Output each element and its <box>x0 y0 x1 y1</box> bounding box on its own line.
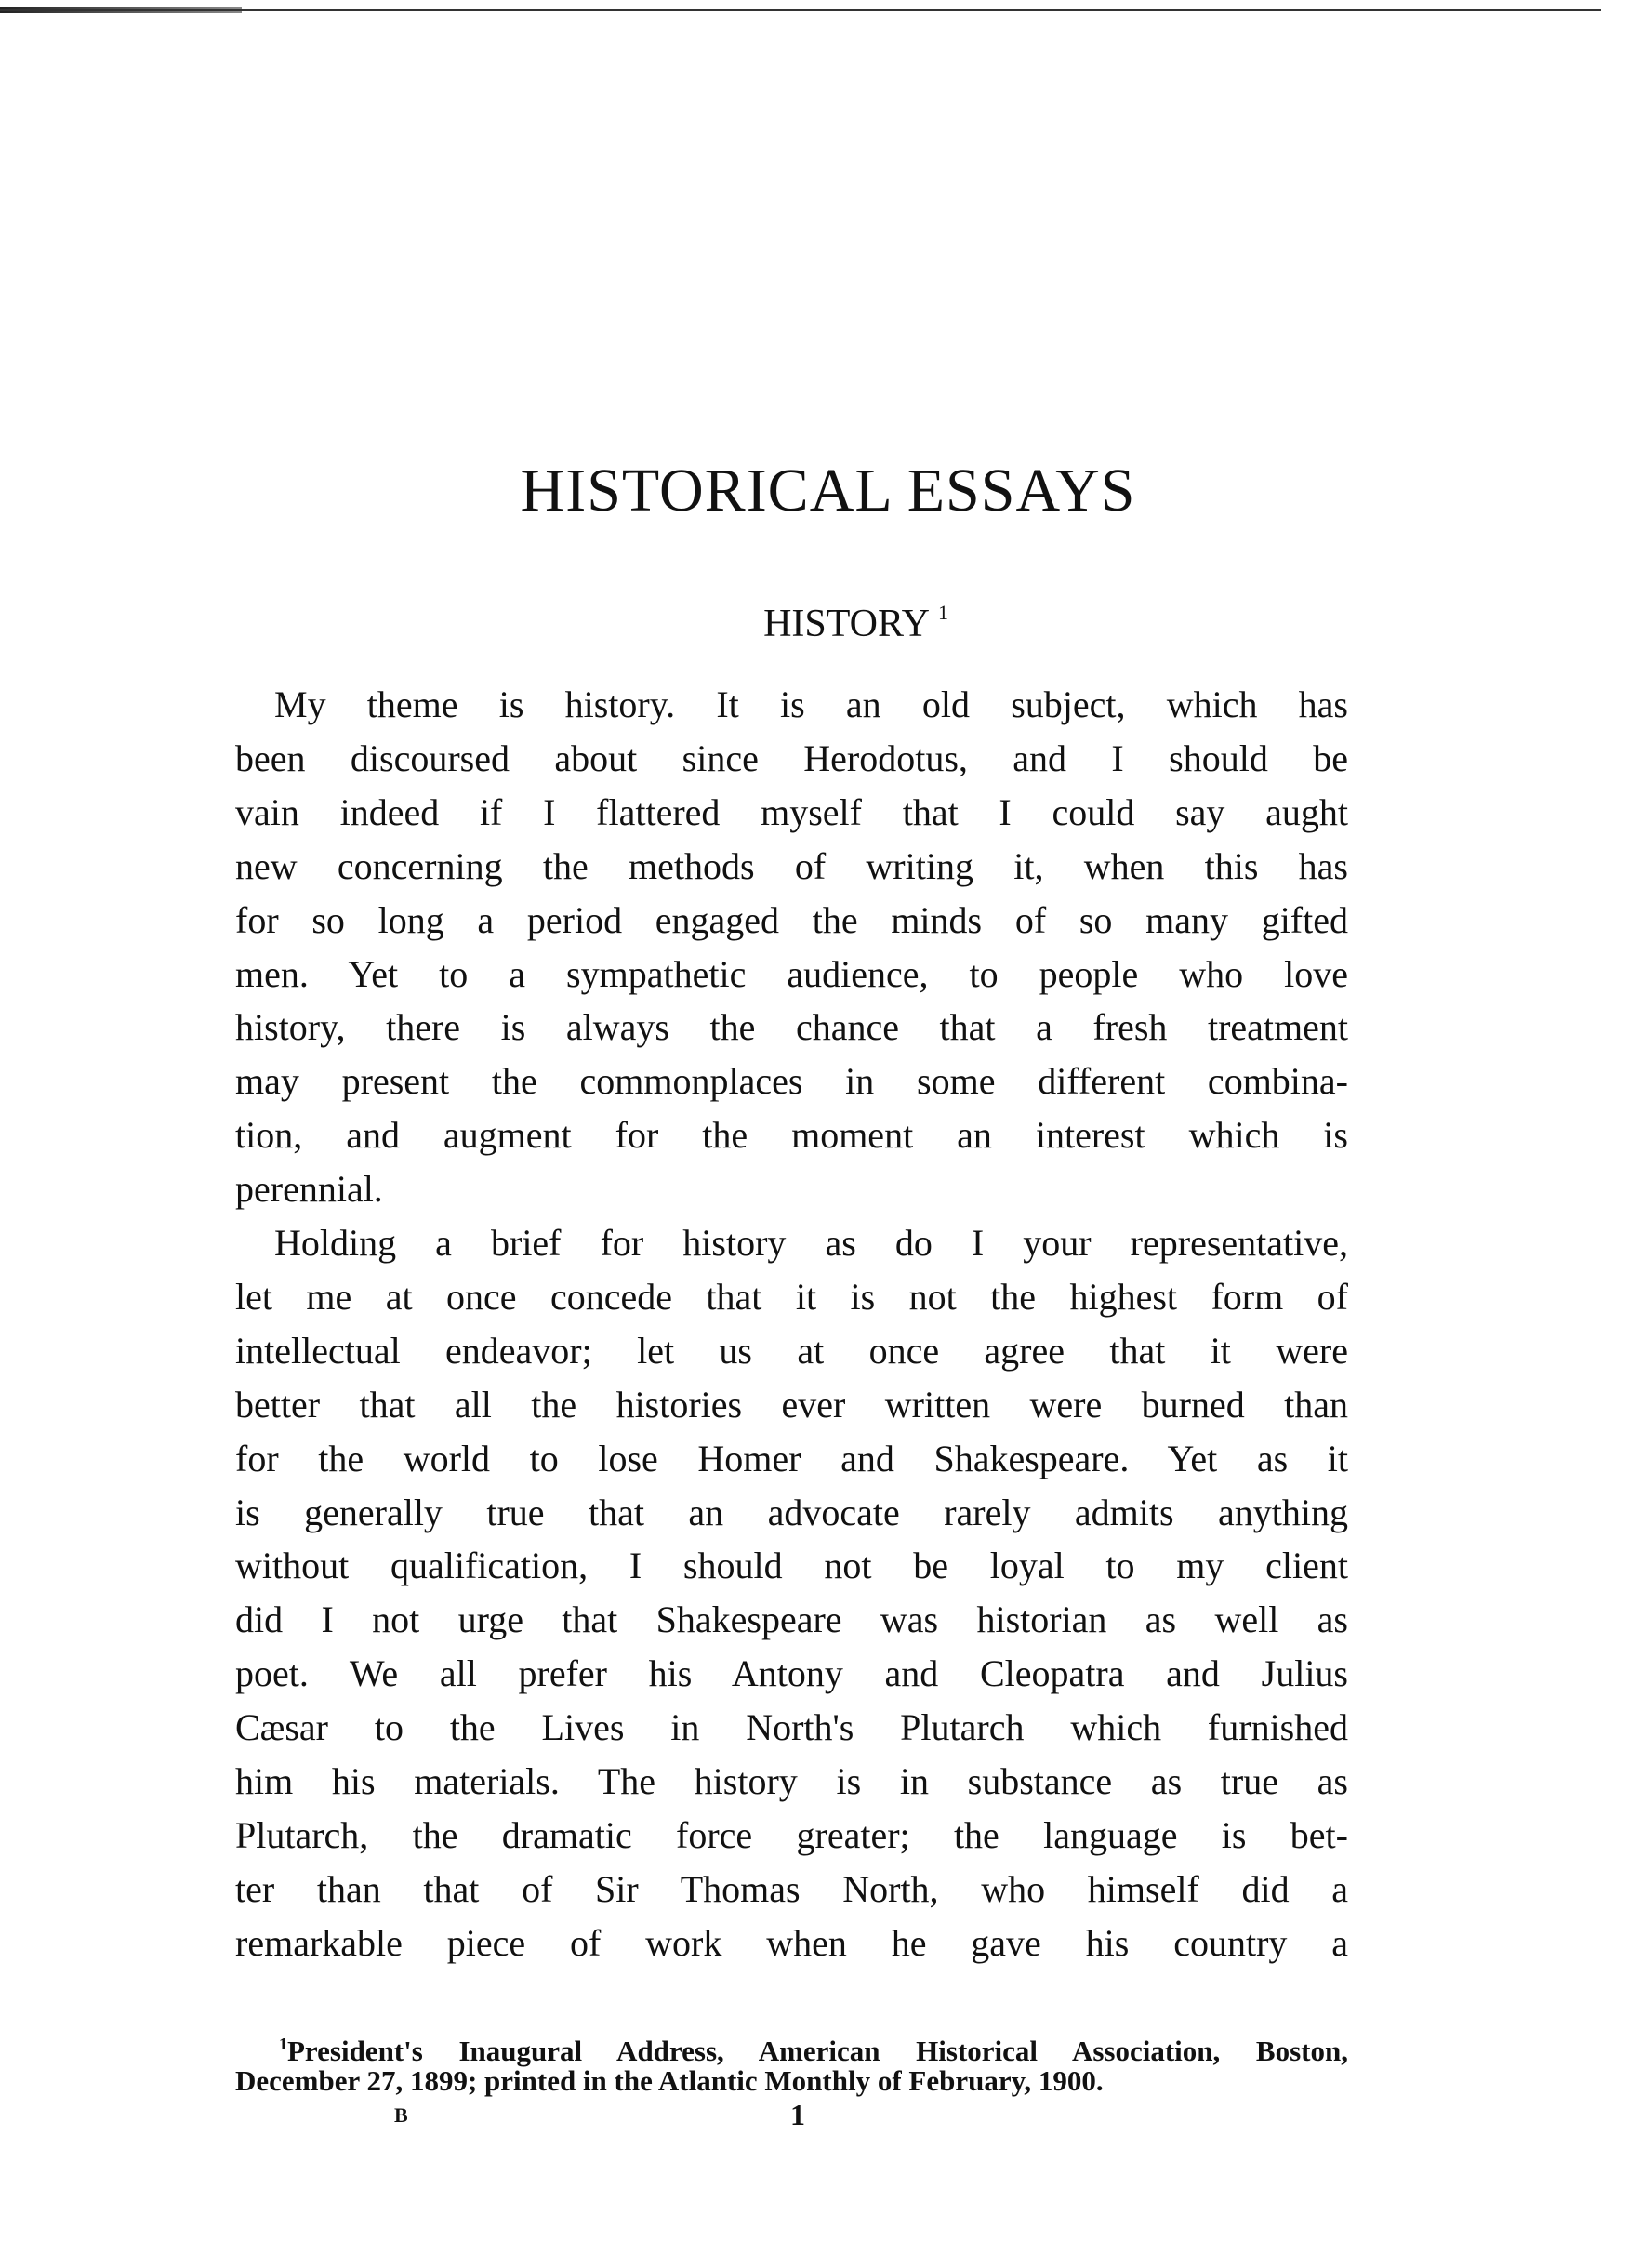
text-line: for the world to lose Homer and Shakespeare. Yet as it <box>235 1437 1348 1479</box>
text-line: may present the commonplaces in some different combina- <box>235 1060 1348 1103</box>
text-line: poet. We all prefer his Antony and Cleopatra and Julius <box>235 1652 1348 1695</box>
signature-mark: B <box>394 2103 408 2127</box>
text-line: Holding a brief for history as do I your representative, <box>274 1222 1348 1264</box>
text-line: intellectual endeavor; let us at once agree that it were <box>235 1329 1348 1372</box>
text-line: let me at once concede that it is not the highest form of <box>235 1275 1348 1318</box>
footnote-text-1: President's Inaugural Address, American Historical Association, Boston, <box>287 2035 1348 2067</box>
text-line: for so long a period engaged the minds of so many gifted <box>235 898 1348 941</box>
text-line: better that all the histories ever written were burned than <box>235 1383 1348 1426</box>
text-line: tion, and augment for the moment an interest which is <box>235 1114 1348 1157</box>
book-title: HISTORICAL ESSAYS <box>520 457 1136 524</box>
footnote-ref: 1 <box>937 601 948 624</box>
top-rule <box>0 9 1601 11</box>
text-line: My theme is history. It is an old subject, which has <box>274 683 1348 725</box>
text-line: ter than that of Sir Thomas North, who himself did a <box>235 1867 1348 1910</box>
text-line: did I not urge that Shakespeare was historian as well as <box>235 1598 1348 1641</box>
text-line: Cæsar to the Lives in North's Plutarch which furnished <box>235 1706 1348 1749</box>
text-line: new concerning the methods of writing it, when this has <box>235 844 1348 887</box>
text-line: without qualification, I should not be loyal to my client <box>235 1545 1348 1587</box>
chapter-title <box>0 601 1628 646</box>
text-line: vain indeed if I flattered myself that I could say aught <box>235 790 1348 833</box>
footnote-marker: 1 <box>279 2035 287 2053</box>
text-line: perennial. <box>235 1168 383 1211</box>
text-line: men. Yet to a sympathetic audience, to people who love <box>235 952 1348 995</box>
page-number: 1 <box>790 2098 805 2131</box>
text-line: is generally true that an advocate rarely admits anything <box>235 1491 1348 1533</box>
text-line: him his materials. The history is in substance as true as <box>235 1760 1348 1802</box>
text-line: been discoursed about since Herodotus, and I should be <box>235 736 1348 779</box>
text-line: history, there is always the chance that a fresh treatment <box>235 1006 1348 1049</box>
chapter-title-text: HISTORY <box>763 603 929 645</box>
text-line: remarkable piece of work when he gave his country a <box>235 1921 1348 1964</box>
footnote-line-2: December 27, 1899; printed in the Atlantic Monthly of February, 1900. <box>235 2064 1104 2097</box>
text-line: Plutarch, the dramatic force greater; the language is bet- <box>235 1813 1348 1856</box>
